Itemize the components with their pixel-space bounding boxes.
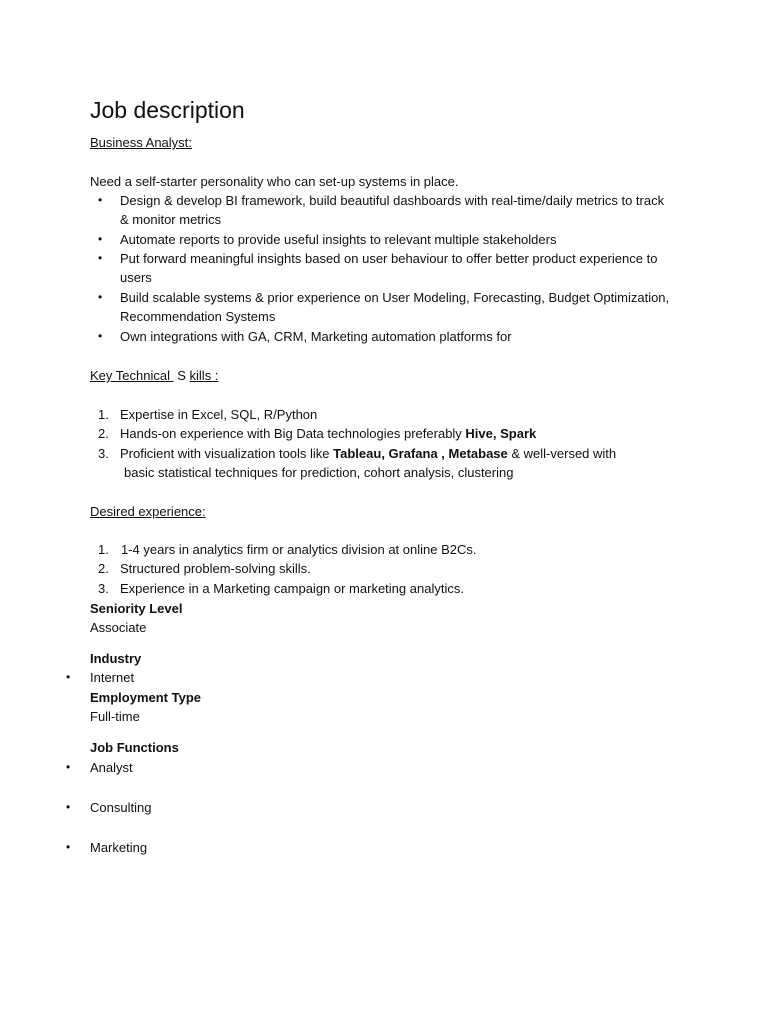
job-function-item: Consulting: [90, 800, 152, 815]
employment-type-label: Employment Type: [90, 690, 202, 705]
bullet-icon: •: [66, 800, 71, 814]
list-number: 2.: [98, 426, 109, 441]
employment-type-value: Full-time: [90, 709, 140, 724]
list-item-text: Hands-on experience with Big Data technologies preferably: [120, 426, 466, 441]
bullet-icon: •: [66, 840, 71, 854]
list-item-continuation: & monitor metrics: [120, 212, 222, 227]
list-item: Own integrations with GA, CRM, Marketing automation platforms for: [120, 329, 512, 344]
list-item-text: Proficient with visualization tools like: [120, 446, 334, 461]
list-item-continuation: Recommendation Systems: [120, 309, 276, 324]
list-number: 1.: [98, 407, 109, 422]
list-item: [120, 444, 616, 463]
list-number: 3.: [98, 581, 109, 596]
list-item: 1-4 years in analytics firm or analytics division at online B2Cs.: [121, 542, 477, 557]
list-number: 2.: [98, 561, 109, 576]
list-item: Automate reports to provide useful insights to relevant multiple stakeholders: [120, 232, 557, 247]
desired-experience-heading: Desired experience:: [90, 504, 206, 519]
list-item: Design & develop BI framework, build beautiful dashboards with real-time/daily metrics to track: [120, 193, 665, 208]
bullet-icon: •: [98, 251, 103, 265]
bullet-icon: •: [98, 193, 103, 207]
bullet-icon: •: [98, 290, 103, 304]
key-skills-heading: [90, 366, 218, 385]
list-item: Put forward meaningful insights based on user behaviour to offer better product experience to: [120, 251, 658, 266]
job-function-item: Analyst: [90, 760, 133, 775]
list-item: Structured problem-solving skills.: [120, 561, 311, 576]
seniority-value: Associate: [90, 620, 147, 635]
list-item: Experience in a Marketing campaign or marketing analytics.: [120, 581, 464, 596]
bullet-icon: •: [98, 232, 103, 246]
job-function-item: Marketing: [90, 840, 148, 855]
list-item: Build scalable systems & prior experience on User Modeling, Forecasting, Budget Optimization,: [120, 290, 670, 305]
list-number: 1.: [98, 542, 109, 557]
job-functions-label: Job Functions: [90, 740, 179, 755]
intro-text: Need a self-starter personality who can set-up systems in place.: [90, 174, 459, 189]
key-skills-heading-part: echnical: [122, 368, 170, 383]
list-number: 3.: [98, 446, 109, 461]
list-item: Expertise in Excel, SQL, R/Python: [120, 407, 318, 422]
bullet-icon: •: [66, 760, 71, 774]
bullet-icon: •: [98, 329, 103, 343]
industry-value: Internet: [90, 670, 135, 685]
page-title: Job description: [90, 97, 245, 123]
seniority-label: Seniority Level: [90, 601, 183, 616]
list-item-bold: Hive, Spark: [465, 426, 537, 441]
key-skills-heading-part: Key T: [90, 368, 123, 383]
list-item: [120, 424, 536, 443]
business-analyst-heading: Business Analyst:: [90, 135, 192, 150]
list-item-continuation: basic statistical techniques for prediction, cohort analysis, clustering: [124, 465, 514, 480]
key-skills-heading-part: S: [177, 368, 186, 383]
bullet-icon: •: [66, 670, 71, 684]
list-item-continuation: users: [120, 270, 152, 285]
list-item-text: & well-versed with: [507, 446, 617, 461]
list-item-bold: Tableau, Grafana , Metabase: [333, 446, 508, 461]
key-skills-heading-part: kills :: [189, 368, 219, 383]
industry-label: Industry: [90, 651, 142, 666]
